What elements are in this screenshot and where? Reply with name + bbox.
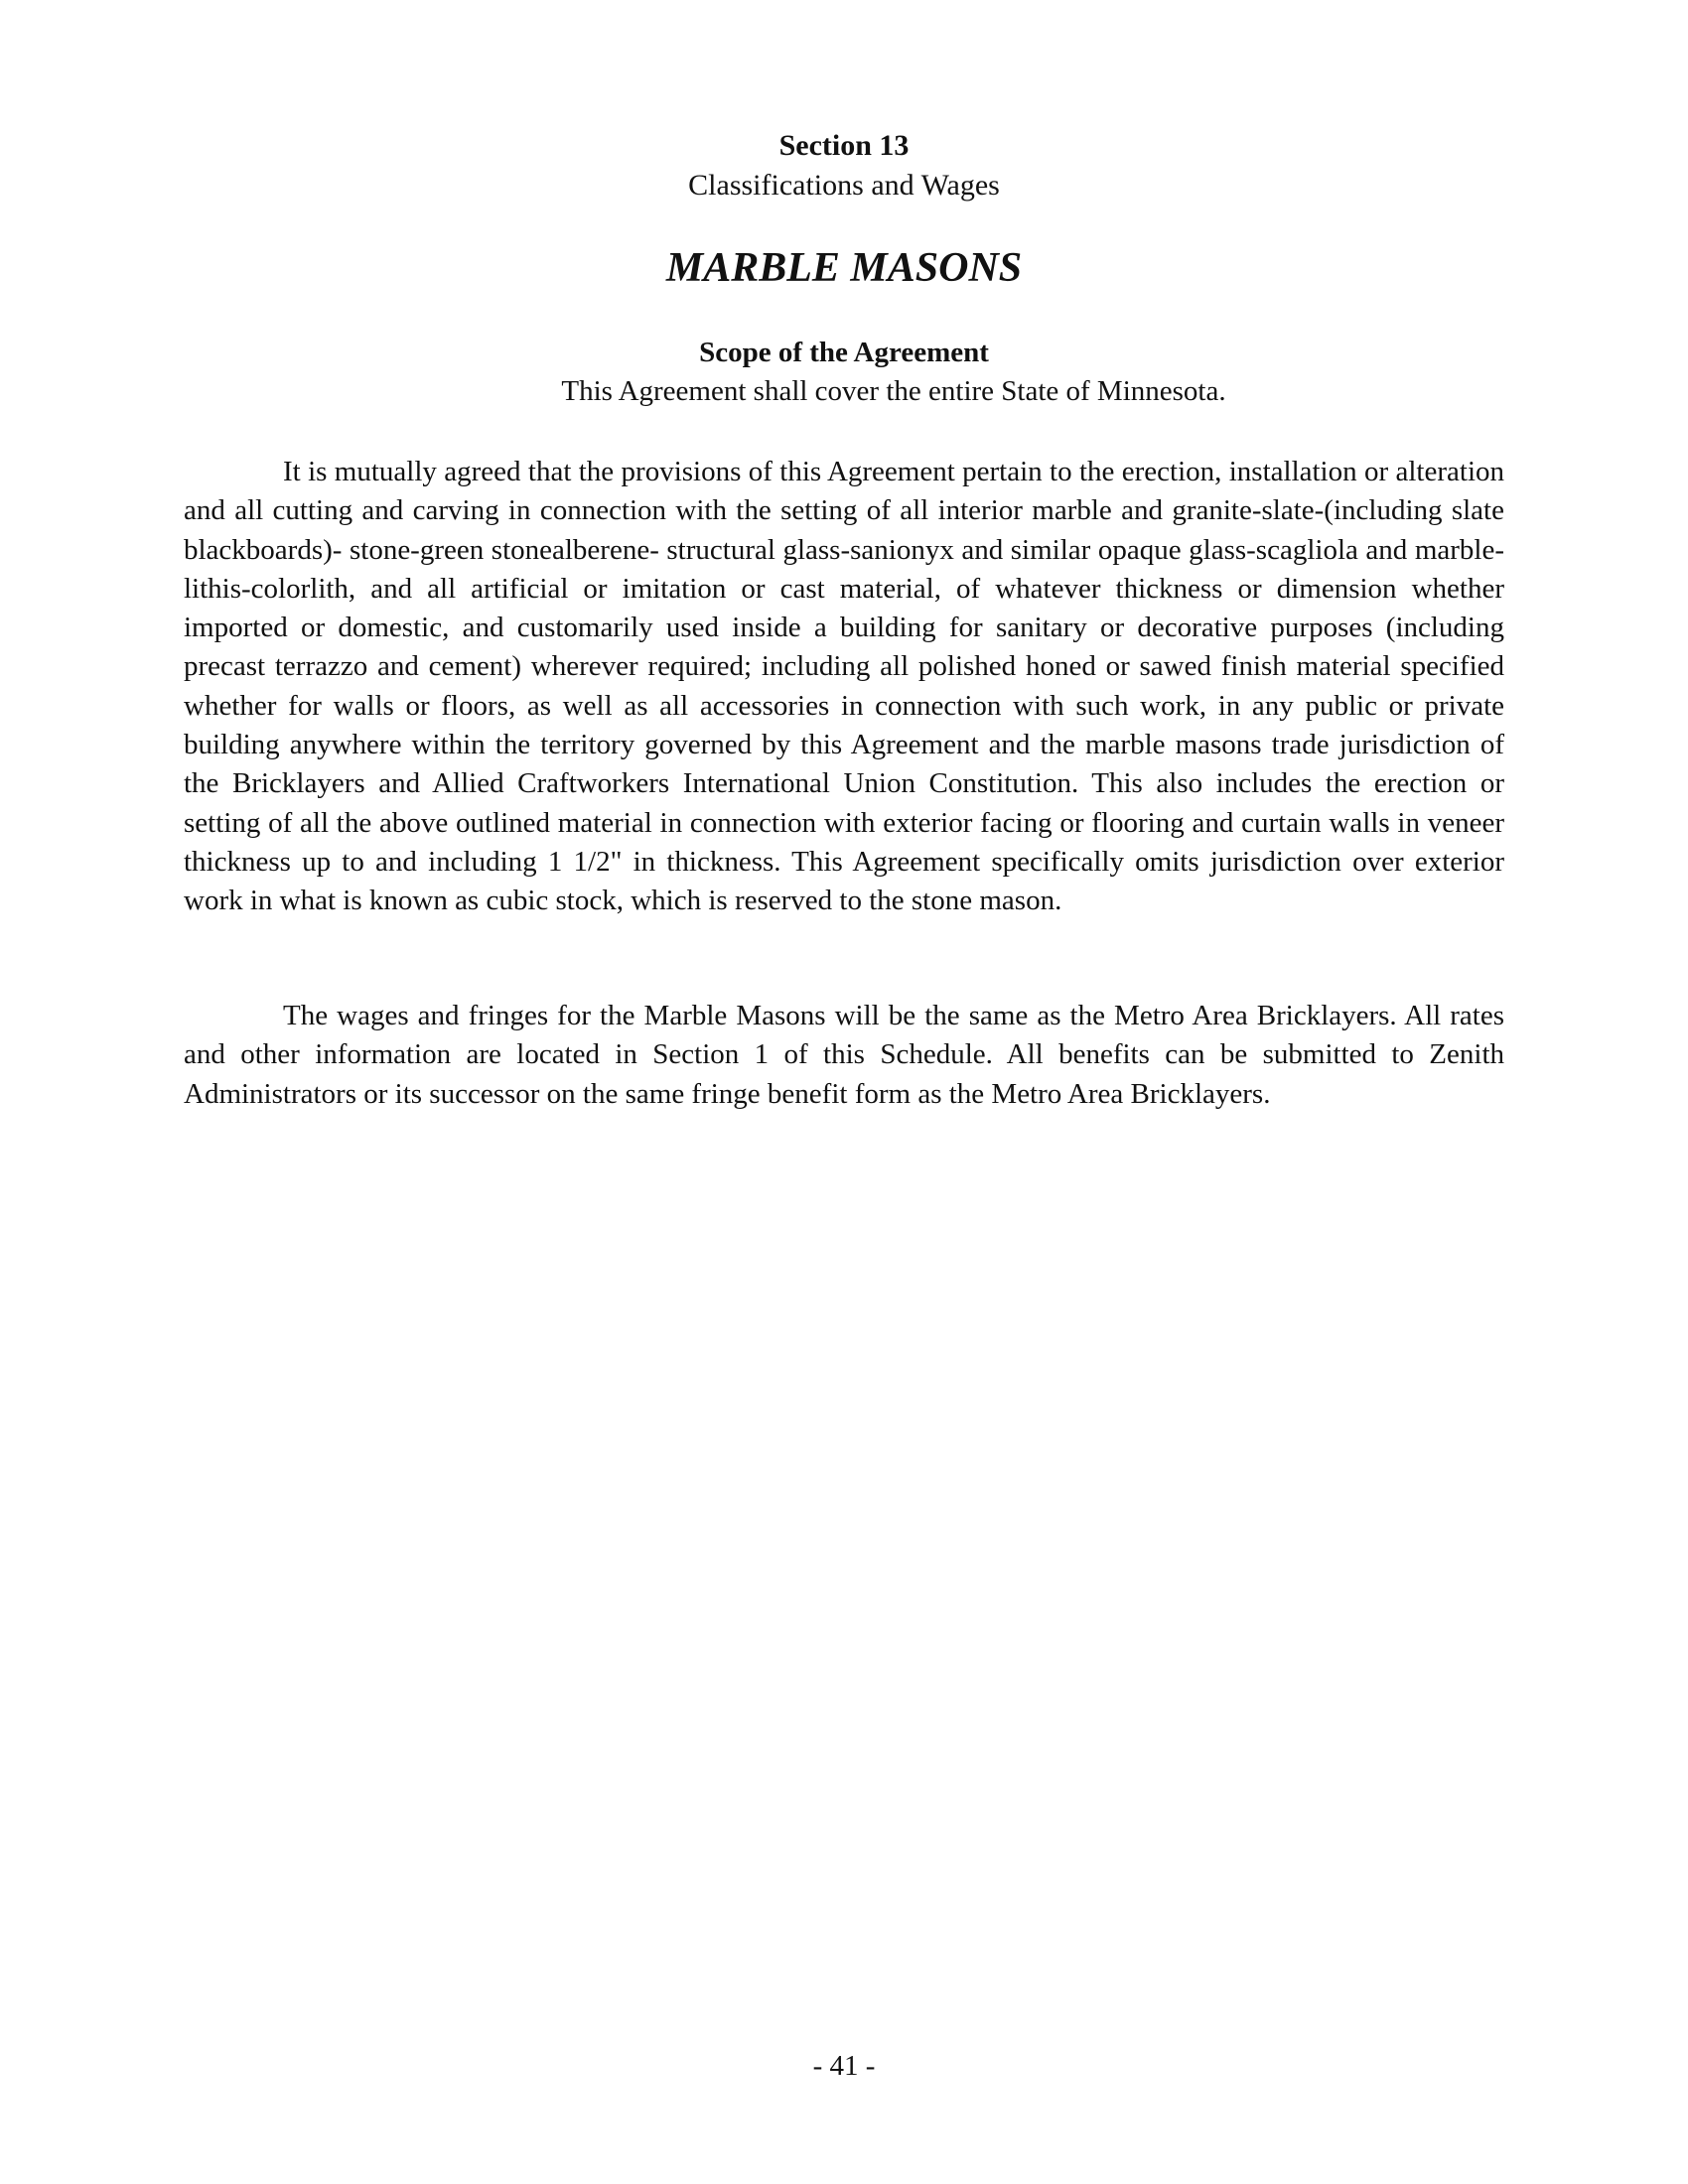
scope-heading: Scope of the Agreement	[699, 337, 989, 368]
trade-title: MARBLE MASONS	[665, 245, 1023, 291]
section-subtitle: Classifications and Wages	[688, 169, 1000, 202]
wages-paragraph: The wages and fringes for the Marble Masons will be the same as the Metro Area Bricklayers. All rates and other information are located in Section 1 of this Schedule. All benefits can be submitted to Zenith Administrators or its successor on the same fringe benefit form as the Metro Area Bricklayers.	[184, 1000, 1504, 1110]
page-number: - 41 -	[812, 2050, 876, 2082]
scope-coverage-statement: This Agreement shall cover the entire State of Minnesota.	[561, 375, 1226, 407]
section-number: Section 13	[778, 129, 910, 162]
jurisdiction-paragraph: It is mutually agreed that the provisions of this Agreement pertain to the erection, installation or alteration and all cutting and carving in connection with the setting of all interior marble and granite-slate-(including slate blackboards)- stone-green stonealberene- structural glass-sanionyx and similar opaque glass-scagliola and marble-lithis-colorlith, and all artificial or imitation or cast material, of whatever thickness or dimension whether imported or domestic, and customarily used inside a building for sanitary or decorative purposes (including precast terrazzo and cement) wherever required; including all polished honed or sawed finish material specified whether for walls or floors, as well as all accessories in connection with such work, in any public or private building anywhere within the territory governed by this Agreement and the marble masons trade jurisdiction of the Bricklayers and Allied Craftworkers International Union Constitution. This also includes the erection or setting of all the above outlined material in connection with exterior facing or flooring and curtain walls in veneer thickness up to and including 1 1/2" in thickness. This Agreement specifically omits jurisdiction over exterior work in what is known as cubic stock, which is reserved to the stone mason.	[184, 456, 1504, 917]
